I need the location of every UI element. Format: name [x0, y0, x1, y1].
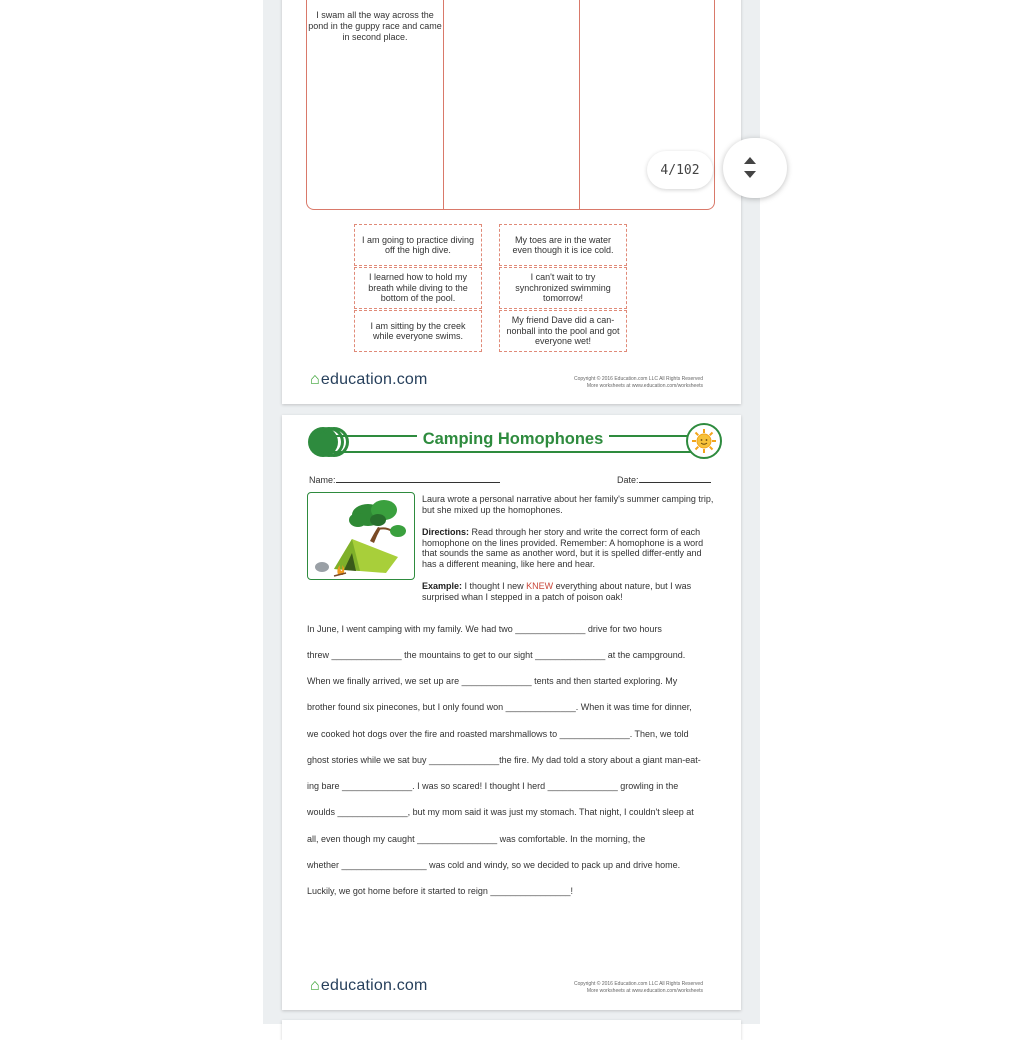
page-nav-button[interactable]: [723, 138, 787, 198]
copyright-notice: Copyright © 2016 Education.com LLC All Rights Reserved More worksheets at www.education.com/worksheets: [573, 981, 703, 994]
table-cell-text: I swam all the way across the pond in the guppy race and came in second place.: [308, 10, 442, 42]
arrow-up-icon[interactable]: [744, 157, 756, 164]
story-line[interactable]: we cooked hot dogs over the fire and roasted marshmallows to ______________. Then, we told: [307, 729, 689, 739]
cut-card: My friend Dave did a can-nonball into the pool and got everyone wet!: [499, 310, 627, 352]
intro-text: Laura wrote a personal narrative about her family's summer camping trip, but she mixed up the homophones.: [422, 494, 714, 515]
table-column-2: [443, 0, 580, 209]
sun-icon: [686, 423, 722, 459]
directions-text: Directions: Read through her story and write the correct form of each homophone on the lines provided. Remember: A homophone is a word that sounds the same as another word, but it is spelled differ-ently and has a different meaning, like here and hear.: [422, 527, 704, 570]
story-line[interactable]: Luckily, we got home before it started to reign ________________!: [307, 886, 574, 896]
example-text: Example: I thought I new KNEW everything about nature, but I was surprised whan I stepped in a patch of poison oak!: [422, 581, 692, 602]
camping-illustration: [307, 492, 415, 580]
cut-out-cards: [354, 224, 629, 357]
cut-card: I am sitting by the creek while everyone swims.: [354, 310, 482, 352]
story-line[interactable]: threw ______________ the mountains to get to our sight ______________ at the campground.: [307, 650, 686, 660]
worksheet-page-next: [282, 1020, 741, 1040]
title-banner: [308, 425, 718, 461]
education-logo: ⌂education.com: [310, 371, 428, 388]
copyright-notice: Copyright © 2016 Education.com LLC All Rights Reserved More worksheets at www.education.com/worksheets: [573, 376, 703, 389]
page-counter: 4/102: [647, 151, 713, 189]
worksheet-title: Camping Homophones: [308, 430, 718, 449]
book-icon: ⌂: [310, 371, 320, 388]
book-icon: ⌂: [310, 977, 320, 994]
name-field[interactable]: Name:: [309, 474, 500, 485]
cut-card: My toes are in the water even though it is ice cold.: [499, 224, 627, 266]
cut-card: I learned how to hold my breath while diving to the bottom of the pool.: [354, 267, 482, 309]
story-line[interactable]: whether _________________ was cold and windy, so we decided to pack up and drive home.: [307, 860, 681, 870]
story-line[interactable]: brother found six pinecones, but I only found won ______________. When it was time for dinner,: [307, 702, 692, 712]
story-line[interactable]: ghost stories while we sat buy ______________the fire. My dad told a story about a giant man-eat-: [307, 755, 701, 765]
story-line[interactable]: In June, I went camping with my family. We had two ______________ drive for two hours: [307, 624, 662, 634]
arrow-down-icon[interactable]: [744, 171, 756, 178]
story-line[interactable]: all, even though my caught ________________ was comfortable. In the morning, the: [307, 834, 646, 844]
cut-card: I can't wait to try synchronized swimming tomorrow!: [499, 267, 627, 309]
story-line[interactable]: When we finally arrived, we set up are ______________ tents and then started exploring. My: [307, 676, 678, 686]
education-logo: ⌂education.com: [310, 977, 428, 994]
story-line[interactable]: ing bare ______________. I was so scared! I thought I herd ______________ growling in the: [307, 781, 679, 791]
worksheet-page-previous: [282, 0, 741, 404]
story-line[interactable]: woulds ______________, but my mom said it was just my stomach. That night, I couldn't sleep at: [307, 807, 694, 817]
cut-card: I am going to practice diving off the high dive.: [354, 224, 482, 266]
worksheet-page: [282, 415, 741, 1010]
date-field[interactable]: Date:: [617, 474, 711, 485]
